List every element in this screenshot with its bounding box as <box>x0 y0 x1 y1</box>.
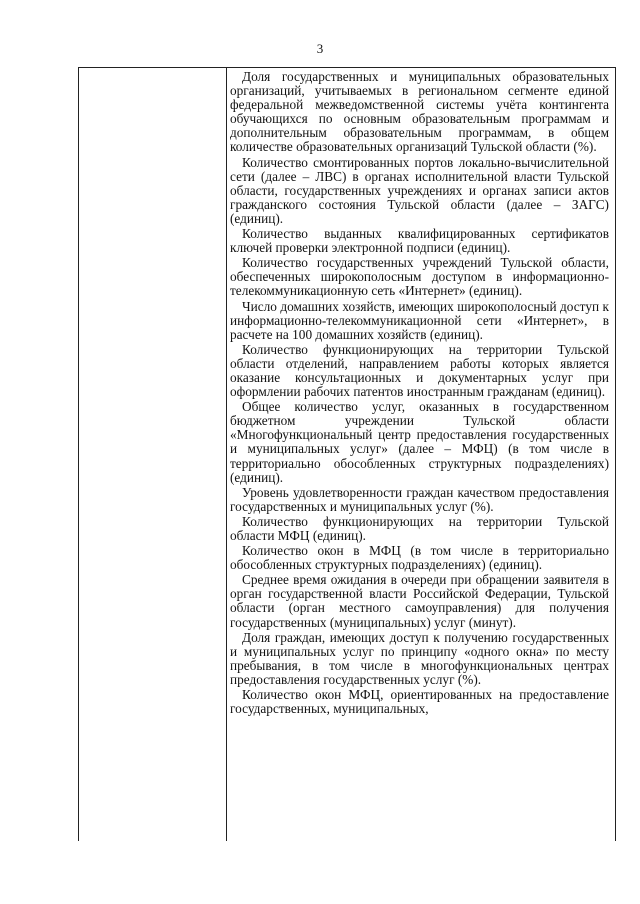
indicator-paragraph: Количество выданных квалифицированных сертификатов ключей проверки электронной подписи (единиц). <box>230 226 609 256</box>
indicator-paragraph: Общее количество услуг, оказанных в государственном бюджетном учреждении Тульской области «Многофункциональный центр предоставления государственных и муниципальных услуг» (далее – МФЦ) (в том числе в территориально обособленных структурных подразделениях) (единиц). <box>230 399 609 485</box>
indicators-cell <box>230 70 609 841</box>
indicator-paragraph: Количество функционирующих на территории Тульской области отделений, направлением работы которых является оказание консультационных и документарных услуг при оформлении рабочих патентов иностранным гражданам (единиц). <box>230 341 609 400</box>
indicator-paragraph: Число домашних хозяйств, имеющих широкополосный доступ к информационно-телекоммуникационной сети «Интернет», в расчете на 100 домашних хозяйств (единиц). <box>230 298 609 342</box>
indicator-paragraph: Уровень удовлетворенности граждан качеством предоставления государственных и муниципальных услуг (%). <box>230 484 609 514</box>
page-number: 3 <box>316 41 324 56</box>
indicator-paragraph: Количество смонтированных портов локально-вычислительной сети (далее – ЛВС) в органах исполнительной власти Тульской области, государственных учреждениях и органах записи актов гражданского состояния Тульской области (далее – ЗАГС) (единиц). <box>230 154 609 226</box>
indicator-paragraph: Доля государственных и муниципальных образовательных организаций, учитываемых в региональном сегменте единой федеральной межведомственной системы учёта контингента обучающихся по основным образовательным программам и дополнительным образовательным программам, в общем количестве образовательных организаций Тульской области (%). <box>230 70 609 155</box>
indicator-paragraph: Доля граждан, имеющих доступ к получению государственных и муниципальных услуг по принципу «одного окна» по месту пребывания, в том числе в многофункциональных центрах предоставления государственных услуг (%). <box>230 629 609 687</box>
column-divider <box>226 68 227 841</box>
indicator-paragraph: Среднее время ожидания в очереди при обращении заявителя в орган государственной власти Российской Федерации, Тульской области (орган местного самоуправления) для получения государственных (муниципальных) услуг (минут). <box>230 572 609 630</box>
left-column-empty-cell <box>79 68 226 841</box>
indicator-paragraph: Количество функционирующих на территории Тульской области МФЦ (единиц). <box>230 513 609 543</box>
indicator-paragraph: Количество окон МФЦ, ориентированных на предоставление государственных, муниципальных, <box>230 687 609 717</box>
indicator-paragraph: Количество окон в МФЦ (в том числе в территориально обособленных структурных подразделениях) (единиц). <box>230 543 609 573</box>
indicators-table <box>78 67 616 841</box>
indicator-paragraph: Количество государственных учреждений Тульской области, обеспеченных широкополосным доступом в информационно-телекоммуникационную сеть «Интернет» (единиц). <box>230 255 609 299</box>
